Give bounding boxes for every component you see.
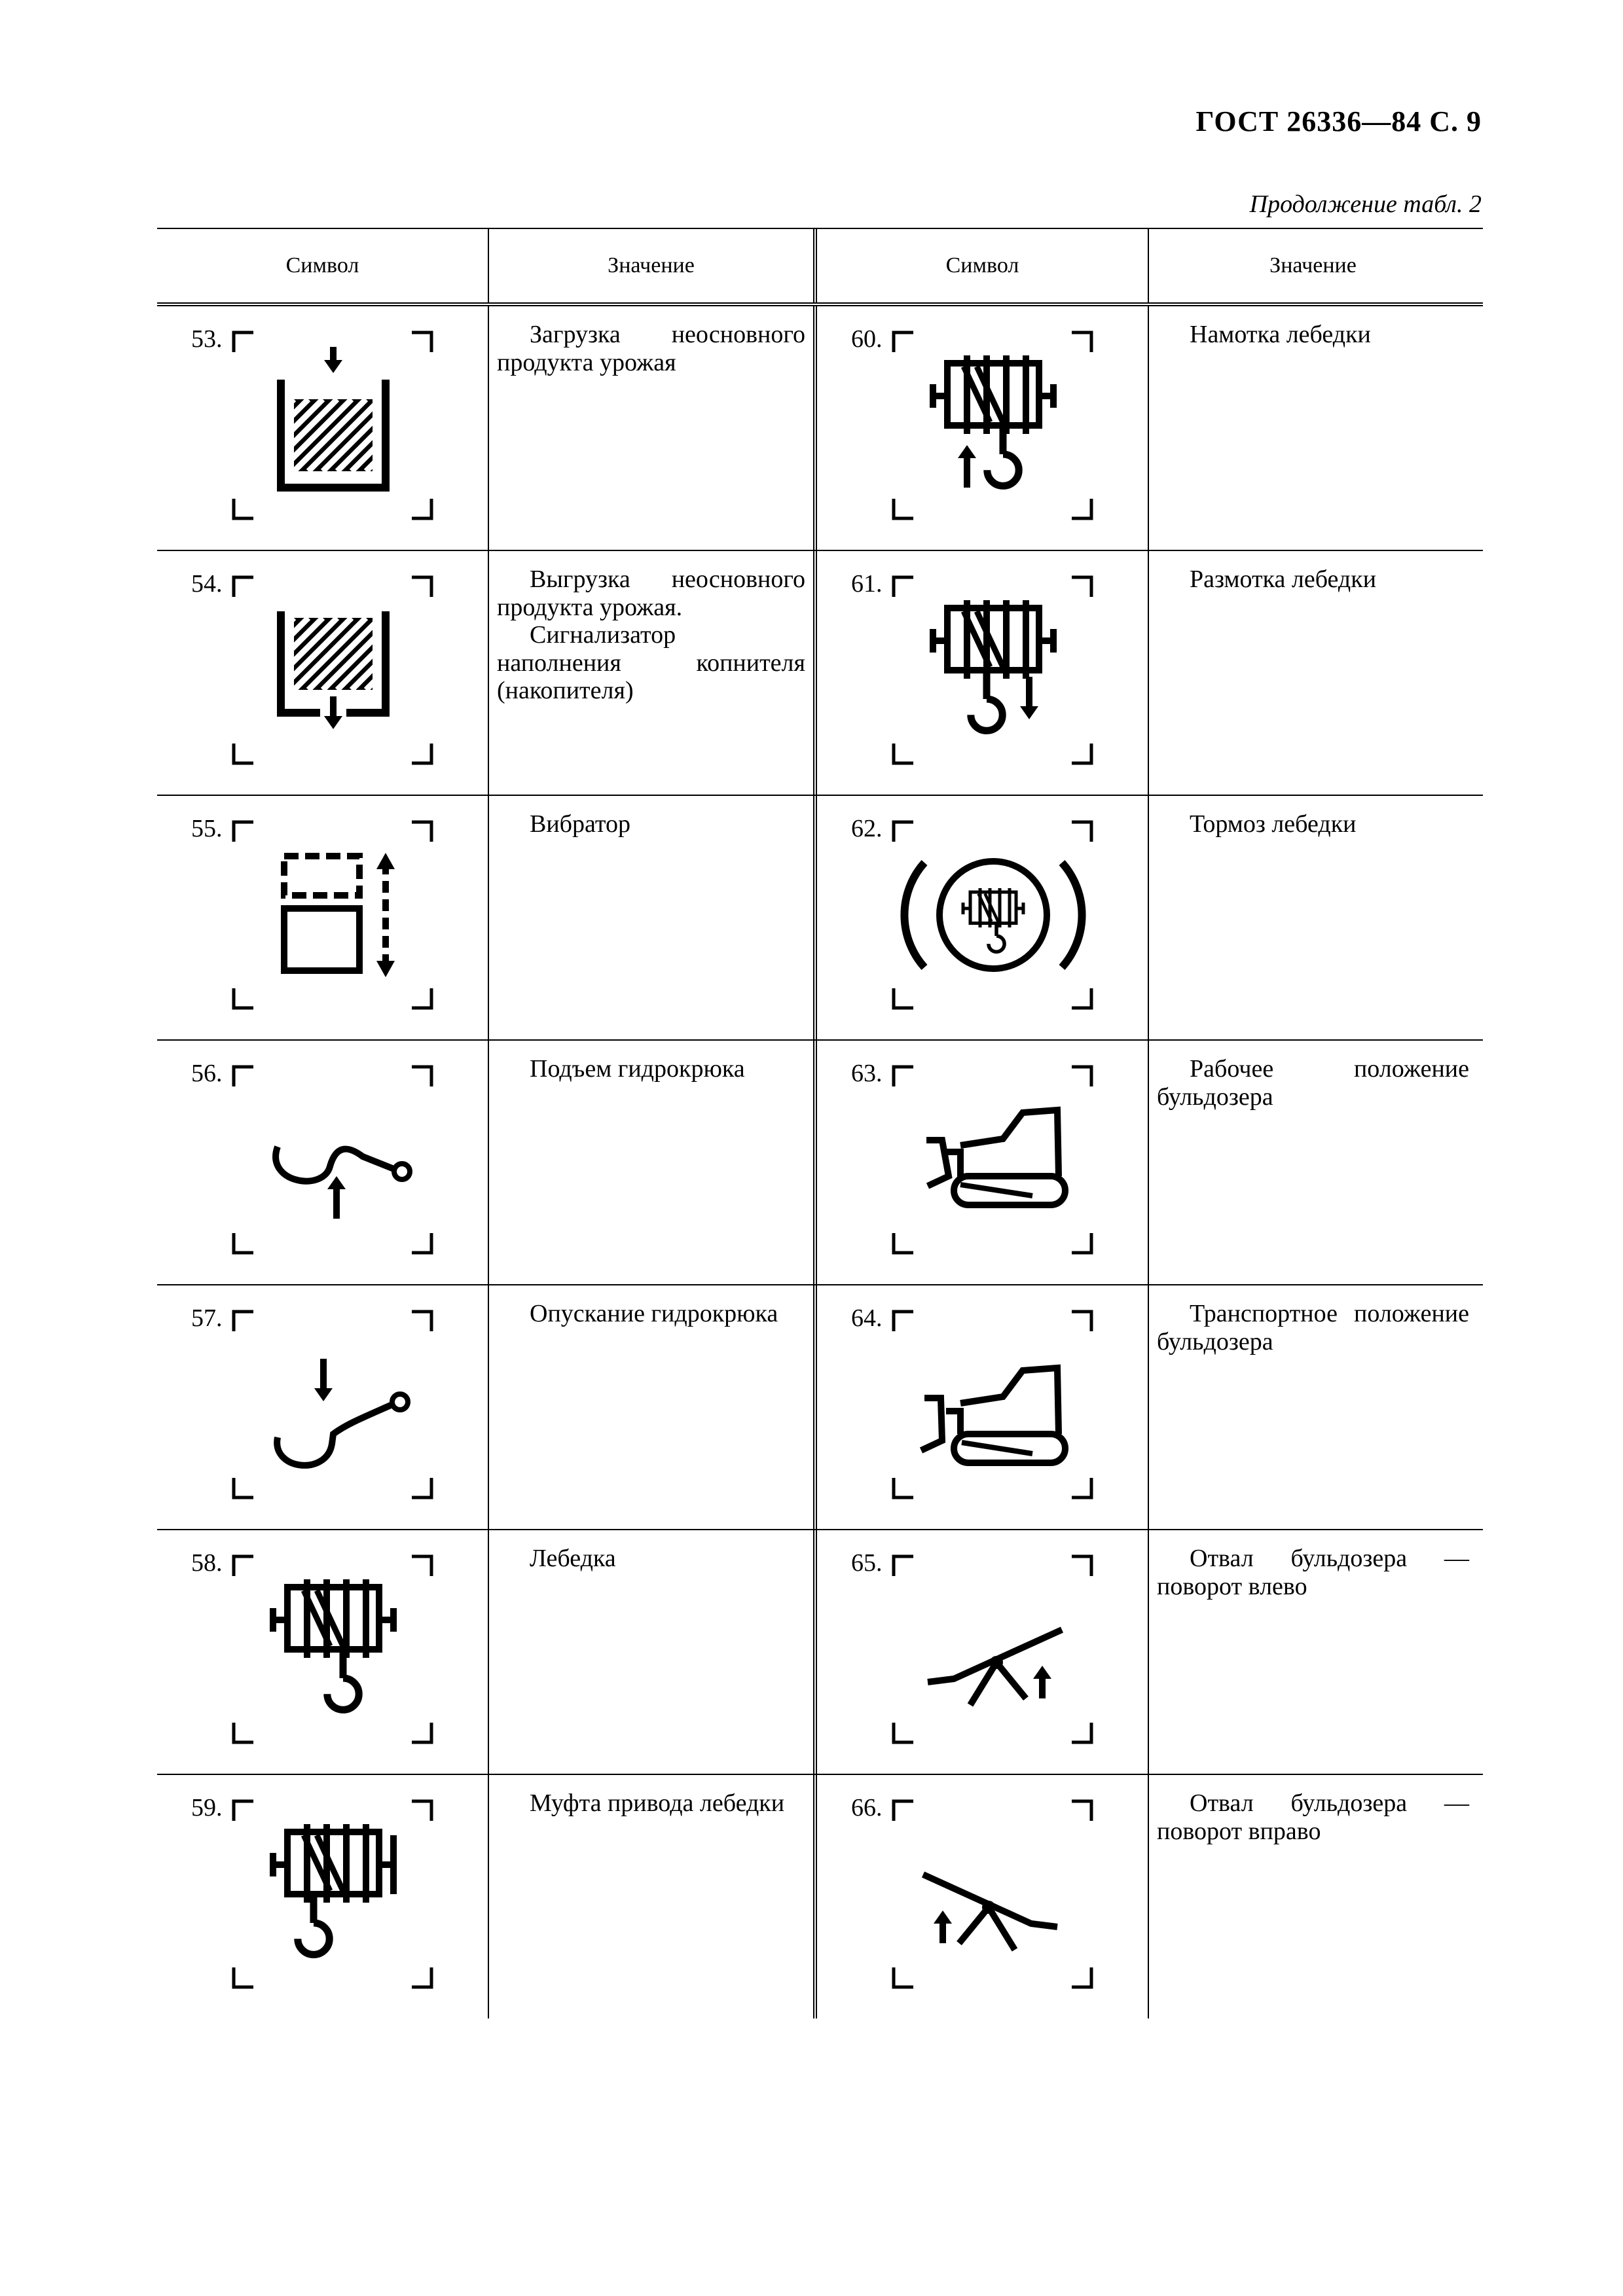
blade-rotate-right-icon <box>888 1796 1097 1992</box>
vibrator-icon <box>228 817 437 1013</box>
symbol-cell <box>157 1041 488 1284</box>
symbol-cell <box>817 306 1148 550</box>
meaning-text: Размотка лебедки <box>1190 565 1377 593</box>
meaning-cell <box>488 1775 817 2018</box>
page-header: ГОСТ 26336—84 С. 9 <box>1195 105 1482 137</box>
bulldozer-working-icon <box>888 1062 1097 1258</box>
col-header-meaning: Значение <box>1148 229 1477 302</box>
symbol-number: 60. <box>851 325 883 353</box>
meaning-text: Выгрузка неосновного продукта урожая. <box>497 565 805 621</box>
symbol-cell <box>817 1285 1148 1529</box>
symbol-number: 55. <box>191 815 223 842</box>
col-header-meaning: Значение <box>488 229 817 302</box>
symbol-number: 65. <box>851 1549 883 1577</box>
meaning-text: Загрузка неосновного продукта урожая <box>497 321 805 376</box>
symbol-cell <box>817 796 1148 1039</box>
col-header-symbol: Символ <box>945 253 1019 278</box>
symbol-cell <box>157 1775 488 2018</box>
meaning-text: Намотка лебедки <box>1190 321 1371 348</box>
meaning-text: Рабочее положение бульдозера <box>1157 1055 1469 1111</box>
symbol-cell <box>817 1041 1148 1284</box>
winch-brake-icon <box>888 817 1097 1013</box>
symbol-cell <box>817 551 1148 795</box>
meaning-cell <box>488 796 817 1039</box>
symbol-number: 56. <box>191 1060 223 1087</box>
meaning-cell <box>1148 1530 1477 1774</box>
table-row <box>157 1530 1483 1775</box>
meaning-cell <box>488 1041 817 1284</box>
symbol-number: 59. <box>191 1794 223 1821</box>
meaning-cell <box>488 1530 817 1774</box>
meaning-text: Муфта привода лебедки <box>530 1789 785 1817</box>
symbol-cell <box>157 551 488 795</box>
meaning-text: Опускание гидрокрюка <box>530 1300 778 1327</box>
winch-icon <box>228 1551 437 1748</box>
hydro-hook-raise-icon <box>228 1062 437 1258</box>
bulldozer-transport-icon <box>888 1306 1097 1503</box>
meaning-cell <box>1148 796 1477 1039</box>
symbol-number: 57. <box>191 1304 223 1332</box>
symbol-number: 54. <box>191 570 223 598</box>
symbol-number: 64. <box>851 1304 883 1332</box>
table-row <box>157 1041 1483 1285</box>
meaning-cell <box>488 1285 817 1529</box>
winch-wind-up-icon <box>888 327 1097 524</box>
symbol-cell <box>157 1530 488 1774</box>
meaning-text: Вибратор <box>530 810 631 838</box>
blade-rotate-left-icon <box>888 1551 1097 1748</box>
symbol-number: 61. <box>851 570 883 598</box>
meaning-cell <box>488 306 817 550</box>
symbol-number: 58. <box>191 1549 223 1577</box>
symbol-number: 63. <box>851 1060 883 1087</box>
symbol-cell <box>157 796 488 1039</box>
winch-clutch-icon <box>228 1796 437 1992</box>
grain-tank-unload-icon <box>228 572 437 768</box>
table-row <box>157 306 1483 551</box>
symbols-table <box>157 228 1483 2018</box>
meaning-cell <box>1148 1041 1477 1284</box>
meaning-text: Сигнализатор наполнения копнителя (накопителя) <box>497 621 805 705</box>
symbol-cell <box>157 1285 488 1529</box>
col-header-symbol: Символ <box>285 253 359 278</box>
table-row <box>157 1285 1483 1530</box>
table-header <box>157 229 1483 306</box>
symbol-number: 62. <box>851 815 883 842</box>
table-continuation-label: Продолжение табл. 2 <box>1249 190 1482 218</box>
grain-tank-load-icon <box>228 327 437 524</box>
meaning-cell <box>488 551 817 795</box>
meaning-cell <box>1148 1285 1477 1529</box>
table-body <box>157 306 1483 2018</box>
meaning-text: Отвал бульдозера — поворот вправо <box>1157 1789 1469 1845</box>
symbol-number: 66. <box>851 1794 883 1821</box>
symbol-cell <box>817 1530 1148 1774</box>
symbol-cell <box>157 306 488 550</box>
table-row <box>157 796 1483 1041</box>
meaning-cell <box>1148 1775 1477 2018</box>
symbol-cell <box>817 1775 1148 2018</box>
meaning-text: Отвал бульдозера — поворот влево <box>1157 1545 1469 1600</box>
table-row <box>157 551 1483 796</box>
meaning-cell <box>1148 306 1477 550</box>
meaning-text: Транспортное положение бульдозера <box>1157 1300 1469 1355</box>
hydro-hook-lower-icon <box>228 1306 437 1503</box>
meaning-text: Тормоз лебедки <box>1190 810 1357 838</box>
table-row <box>157 1775 1483 2018</box>
meaning-text: Подъем гидрокрюка <box>530 1055 745 1083</box>
meaning-cell <box>1148 551 1477 795</box>
symbol-number: 53. <box>191 325 223 353</box>
winch-unwind-icon <box>888 572 1097 768</box>
meaning-text: Лебедка <box>530 1545 616 1572</box>
